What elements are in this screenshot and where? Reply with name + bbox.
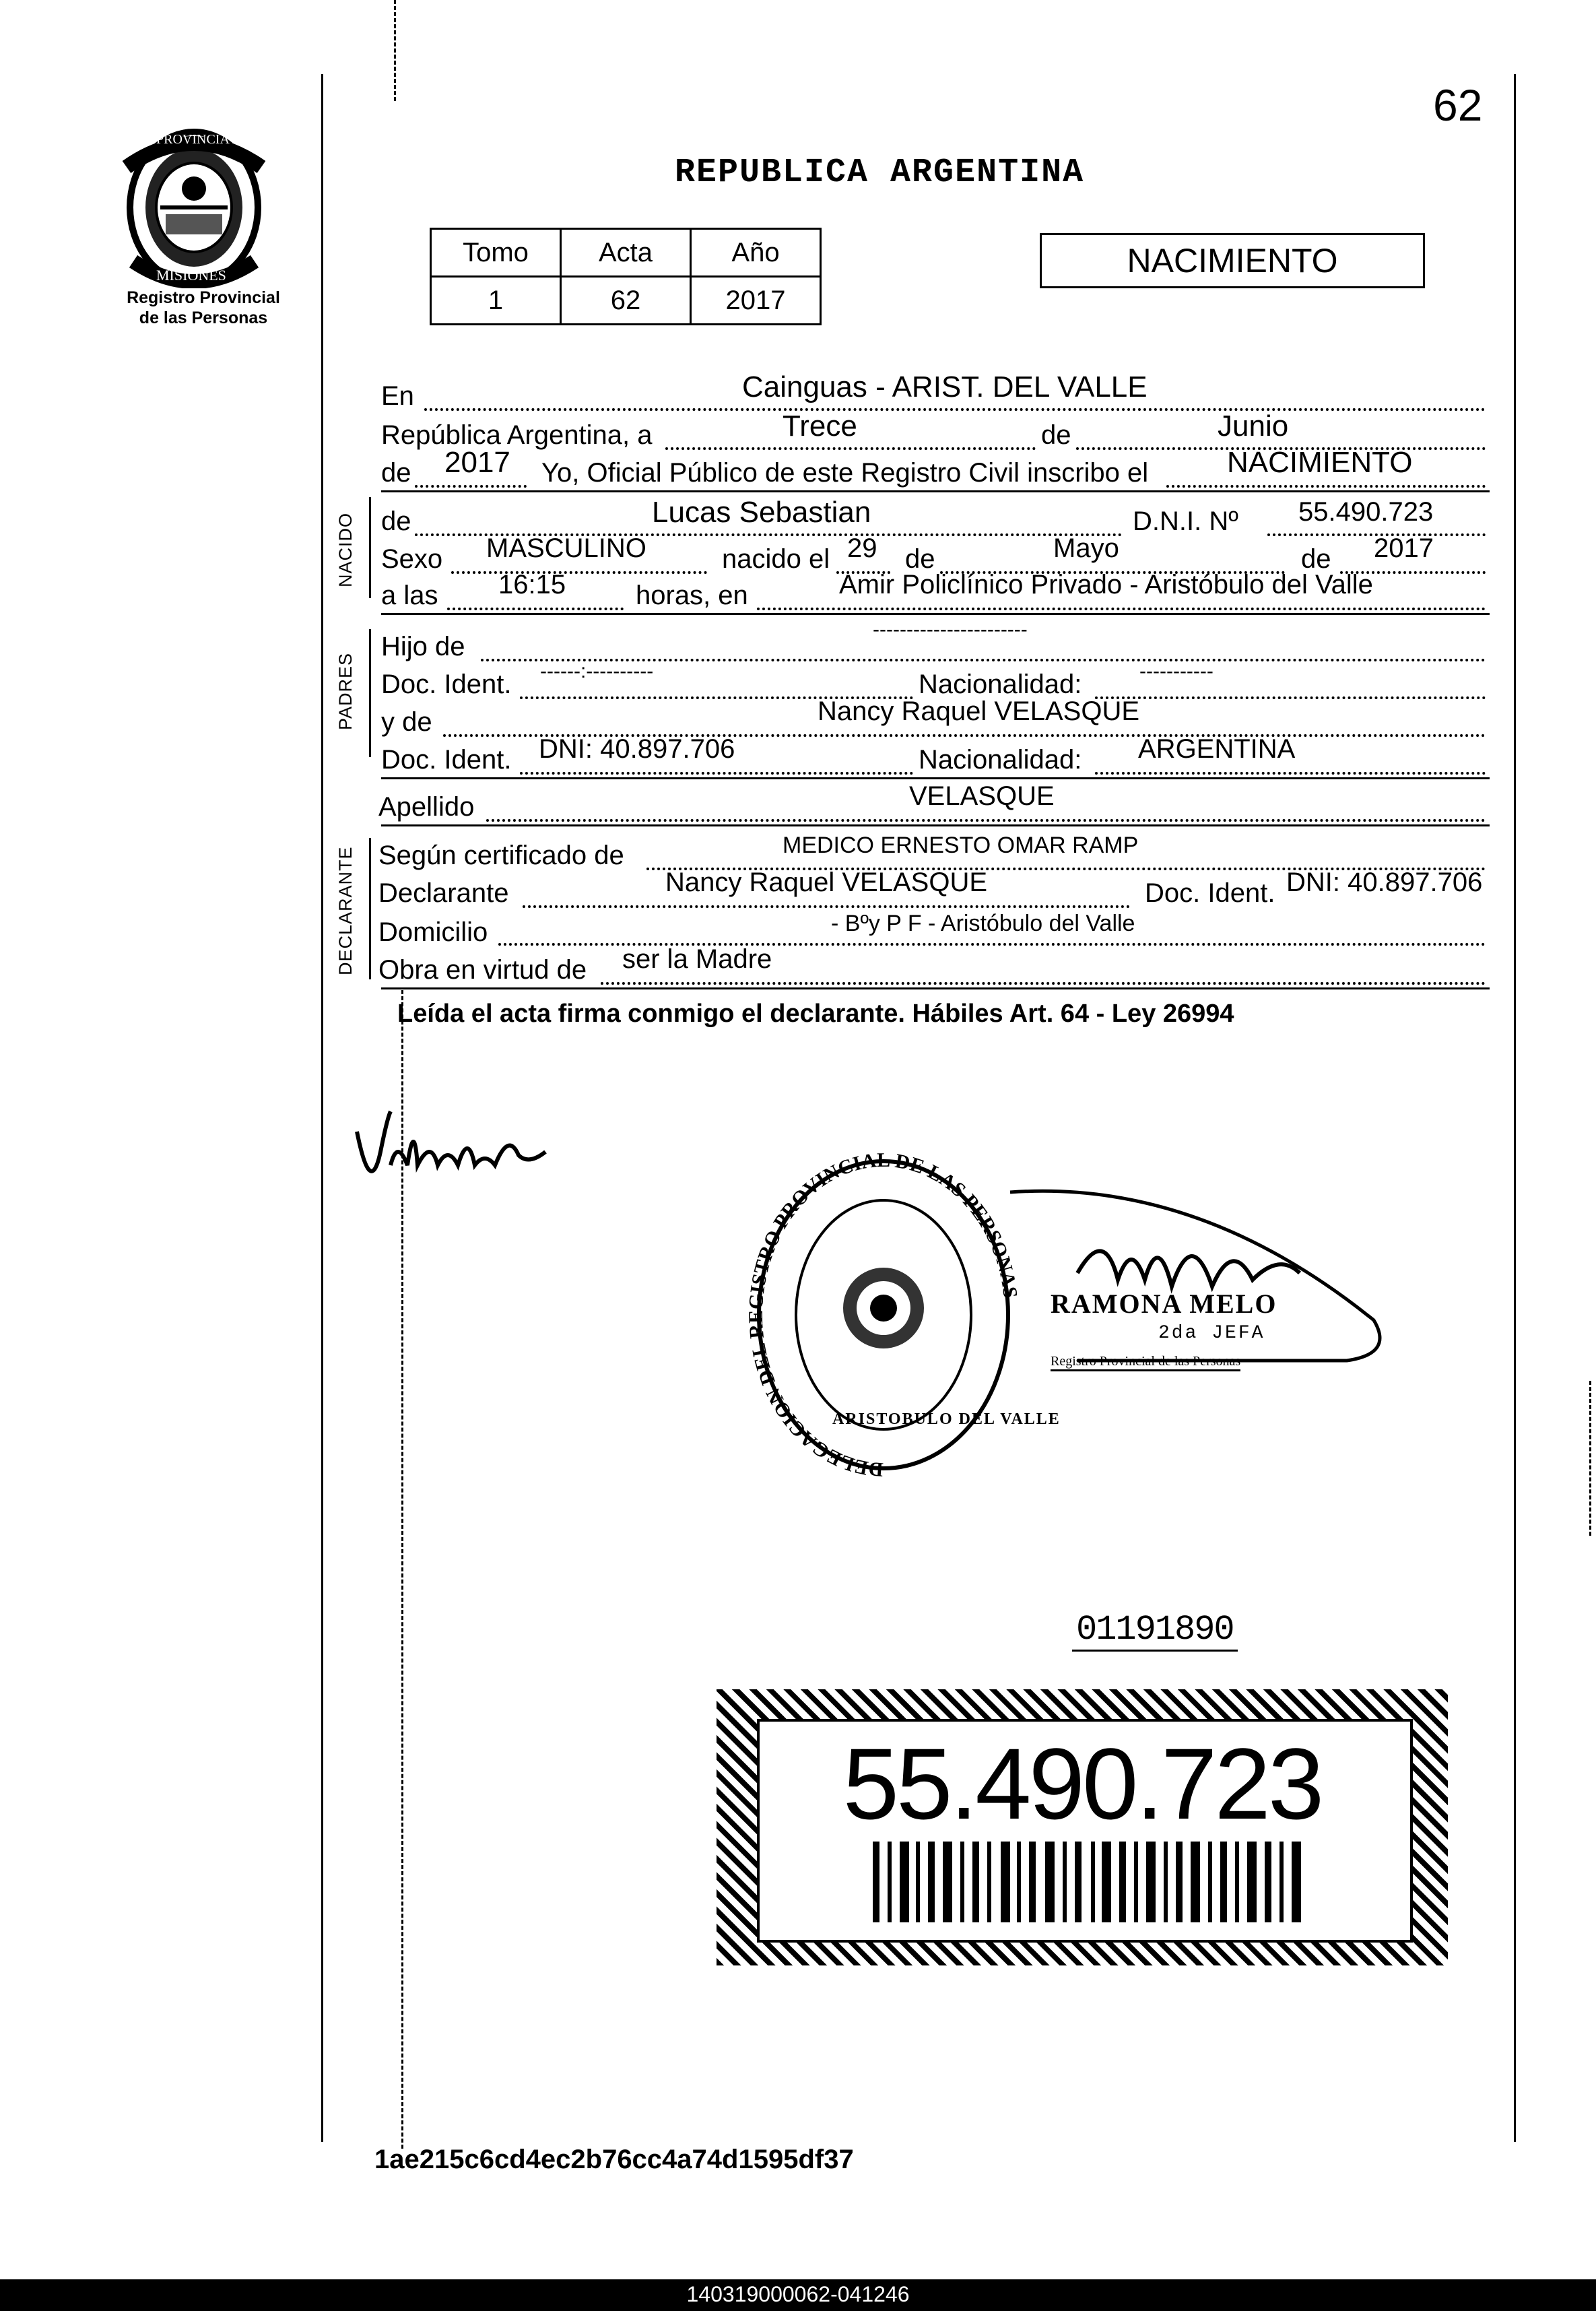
tipo-value: NACIMIENTO	[1227, 446, 1413, 479]
obra-value: ser la Madre	[622, 944, 772, 974]
en-dotline	[424, 408, 1486, 411]
declarante-section-label: DECLARANTE	[335, 846, 356, 975]
nacido-section-label: NACIDO	[335, 512, 356, 587]
nac-de2-label: de	[1301, 544, 1331, 574]
registry-name-line1: Registro Provincial	[127, 288, 280, 307]
mes-value: Junio	[1218, 410, 1289, 443]
dia-value: Trece	[783, 410, 857, 443]
declarant-signature	[350, 1091, 552, 1199]
obra-dotline	[601, 982, 1486, 985]
stamp-ring-text: DELEGACION DEL STRO PROVINCIAL DE LAS PERSONA	[749, 1153, 1018, 1476]
declarante-label: Declarante	[378, 878, 509, 908]
nacido-bracket	[369, 497, 371, 598]
madre-doc-value: DNI: 40.897.706	[539, 734, 735, 764]
madre-nac-label: Nacionalidad:	[919, 745, 1082, 775]
table-cell-acta: 62	[561, 277, 691, 325]
madre-doc-dotline	[520, 772, 913, 775]
declarante-doc-label: Doc. Ident.	[1145, 878, 1275, 908]
de-label: de	[1041, 420, 1071, 450]
nac-dia-value: 29	[847, 533, 877, 563]
dni-value: 55.490.723	[1298, 497, 1434, 527]
madre-doc-label: Doc. Ident.	[381, 745, 512, 775]
lugar-dotline	[757, 608, 1486, 610]
certificado-label: Según certificado de	[378, 841, 624, 870]
apellido-value: VELASQUE	[909, 781, 1055, 811]
nacido-el-label: nacido el	[722, 544, 830, 574]
sexo-label: Sexo	[381, 544, 443, 574]
nac-anio-value: 2017	[1374, 533, 1434, 563]
right-margin-line	[1514, 74, 1516, 2142]
obra-label: Obra en virtud de	[378, 955, 587, 985]
officer-org: Registro Provincial de las Personas	[1051, 1354, 1240, 1371]
left-margin-line	[321, 74, 323, 2142]
nombre-value: Lucas Sebastian	[652, 496, 871, 529]
padre-value: -----------------------	[873, 618, 1028, 641]
officer-title: 2da JEFA	[1158, 1323, 1265, 1344]
table-header-anio: Año	[691, 229, 821, 277]
padres-bracket	[369, 629, 371, 757]
acta-table-value-row	[431, 277, 821, 325]
table-cell-tomo: 1	[431, 277, 561, 325]
hora-value: 16:15	[498, 570, 566, 599]
madre-nac-dotline	[1095, 772, 1486, 775]
hora-dotline	[447, 608, 624, 610]
table-header-acta: Acta	[561, 229, 691, 277]
declarante-dotline	[523, 905, 1130, 908]
republica-label: República Argentina, a	[381, 420, 653, 450]
country-title: REPUBLICA ARGENTINA	[675, 154, 1085, 192]
padre-doc-label: Doc. Ident.	[381, 670, 512, 699]
section-rule-1	[381, 490, 1490, 492]
padres-section-label: PADRES	[335, 652, 356, 730]
nac-de-label: de	[905, 544, 935, 574]
lugar-value: Amir Policlínico Privado - Aristóbulo del Valle	[839, 570, 1373, 599]
top-dashed-mark	[394, 0, 396, 101]
section-rule-3	[381, 777, 1490, 779]
dni-big-number: 55.490.723	[842, 1727, 1322, 1840]
table-cell-anio: 2017	[691, 277, 821, 325]
province-seal-icon	[113, 127, 275, 288]
certificado-value: MEDICO ERNESTO OMAR RAMP	[783, 833, 1139, 858]
horas-en-label: horas, en	[636, 581, 748, 610]
registry-name-line2: de las Personas	[139, 308, 268, 327]
madre-nac-value: ARGENTINA	[1138, 734, 1296, 764]
table-header-tomo: Tomo	[431, 229, 561, 277]
right-edge-mark	[1589, 1381, 1591, 1536]
declarante-bracket	[369, 838, 371, 979]
tipo-dotline	[1166, 485, 1486, 488]
en-label: En	[381, 381, 414, 411]
domicilio-value: - Bºy P F - Aristóbulo del Valle	[831, 911, 1135, 936]
anio-dotline	[415, 485, 527, 488]
page-number: 62	[1433, 80, 1483, 130]
footer-code: 140319000062-041246	[686, 2282, 910, 2306]
de2-label: de	[381, 458, 411, 488]
seal-text-top: PROVINCIA DE	[156, 132, 251, 147]
apellido-label: Apellido	[378, 792, 475, 822]
domicilio-label: Domicilio	[378, 917, 488, 947]
seal-text-bottom: MISIONES	[156, 267, 226, 284]
section-rule-2	[381, 613, 1490, 615]
sexo-value: MASCULINO	[486, 533, 646, 563]
madre-value: Nancy Raquel VELASQUE	[818, 696, 1140, 726]
declarante-value: Nancy Raquel VELASQUE	[665, 868, 988, 897]
document-type-box: NACIMIENTO	[1040, 233, 1425, 288]
padre-nac-label: Nacionalidad:	[919, 670, 1082, 699]
y-de-label: y de	[381, 707, 432, 737]
officer-name: RAMONA MELO	[1051, 1289, 1277, 1319]
oficial-label: Yo, Oficial Público de este Registro Civil inscribo el	[541, 458, 1149, 488]
dni-barcode	[873, 1842, 1304, 1922]
en-value: Cainguas - ARIST. DEL VALLE	[742, 370, 1148, 403]
serial-number: 01191890	[1072, 1610, 1238, 1652]
padre-doc-value: ------:----------	[540, 660, 654, 682]
section-rule-5	[381, 987, 1490, 989]
declarante-doc-value: DNI: 40.897.706	[1286, 868, 1483, 897]
acta-table	[430, 228, 822, 325]
padre-nac-value: -----------	[1139, 660, 1213, 682]
hijo-de-label: Hijo de	[381, 632, 465, 661]
dni-label: D.N.I. Nº	[1133, 507, 1238, 536]
stamp-inner-text: ARISTOBULO DEL VALLE	[832, 1410, 1061, 1428]
dia-dotline	[665, 447, 1036, 450]
closing-text: Leída el acta firma conmigo el declarante. Hábiles Art. 64 - Ley 26994	[397, 1000, 1234, 1028]
acta-table-header-row	[431, 229, 821, 277]
document-hash: 1ae215c6cd4ec2b76cc4a74d1595df37	[374, 2145, 854, 2174]
nacido-de-label: de	[381, 507, 411, 536]
sexo-dotline	[451, 571, 707, 574]
padre-nac-dotline	[1095, 696, 1486, 699]
apellido-dotline	[486, 819, 1486, 822]
section-rule-4	[381, 824, 1490, 826]
anio-value: 2017	[444, 446, 510, 479]
a-las-label: a las	[381, 581, 438, 610]
nac-mes-value: Mayo	[1053, 533, 1119, 563]
